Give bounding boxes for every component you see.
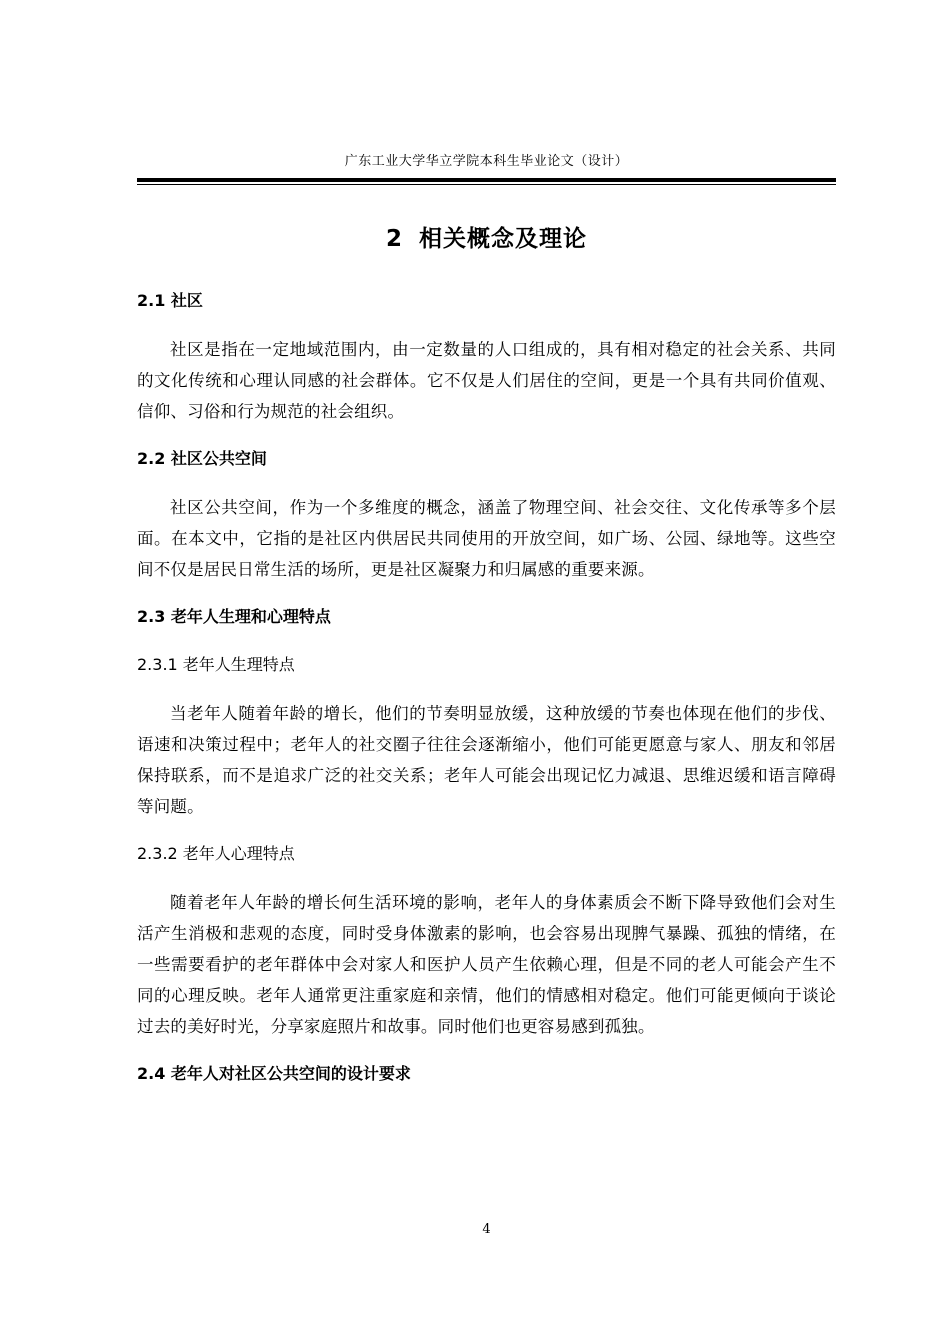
subsection-heading-2-3-2: 2.3.2 老年人心理特点 [137, 844, 295, 863]
chapter-number: 2 [385, 226, 403, 252]
section-heading-2-4: 2.4 老年人对社区公共空间的设计要求 [137, 1064, 411, 1083]
paragraph-2-3-2: 随着老年人年龄的增长何生活环境的影响，老年人的身体素质会不断下降导致他们会对生活产生消极和悲观的态度，同时受身体激素的影响，也会容易出现脾气暴躁、孤独的情绪，在一些需要看护的老年群体中会对家人和医护人员产生依赖心理，但是不同的老人可能会产生不同的心理反映。老年人通常更注重家庭和亲情，他们的情感相对稳定。他们可能更倾向于谈论过去的美好时光，分享家庭照片和故事。同时他们也更容易感到孤独。 [137, 893, 836, 1036]
header-rule-thin [137, 184, 836, 185]
paragraph-2-2: 社区公共空间，作为一个多维度的概念，涵盖了物理空间、社会交往、文化传承等多个层面。在本文中，它指的是社区内供居民共同使用的开放空间，如广场、公园、绿地等。这些空间不仅是居民日常生活的场所，更是社区凝聚力和归属感的重要来源。 [137, 498, 836, 579]
chapter-title-text: 相关概念及理论 [419, 226, 587, 252]
page-body [137, 210, 836, 1107]
header-rule-thick [137, 178, 836, 182]
paragraph-2-1: 社区是指在一定地域范围内，由一定数量的人口组成的，具有相对稳定的社会关系、共同的文化传统和心理认同感的社会群体。它不仅是人们居住的空间，更是一个具有共同价值观、信仰、习俗和行为规范的社会组织。 [137, 340, 836, 421]
section-heading-2-3: 2.3 老年人生理和心理特点 [137, 607, 331, 626]
chapter-title [137, 214, 836, 264]
running-header: 广东工业大学华立学院本科生毕业论文（设计） [344, 154, 629, 169]
page-number: 4 [482, 1222, 491, 1237]
section-heading-2-2: 2.2 社区公共空间 [137, 449, 267, 468]
subsection-heading-2-3-1: 2.3.1 老年人生理特点 [137, 655, 295, 674]
paragraph-2-3-1: 当老年人随着年龄的增长，他们的节奏明显放缓，这种放缓的节奏也体现在他们的步伐、语速和决策过程中；老年人的社交圈子往往会逐渐缩小，他们可能更愿意与家人、朋友和邻居保持联系，而不是追求广泛的社交关系；老年人可能会出现记忆力减退、思维迟缓和语言障碍等问题。 [137, 704, 836, 816]
section-heading-2-1: 2.1 社区 [137, 291, 203, 310]
